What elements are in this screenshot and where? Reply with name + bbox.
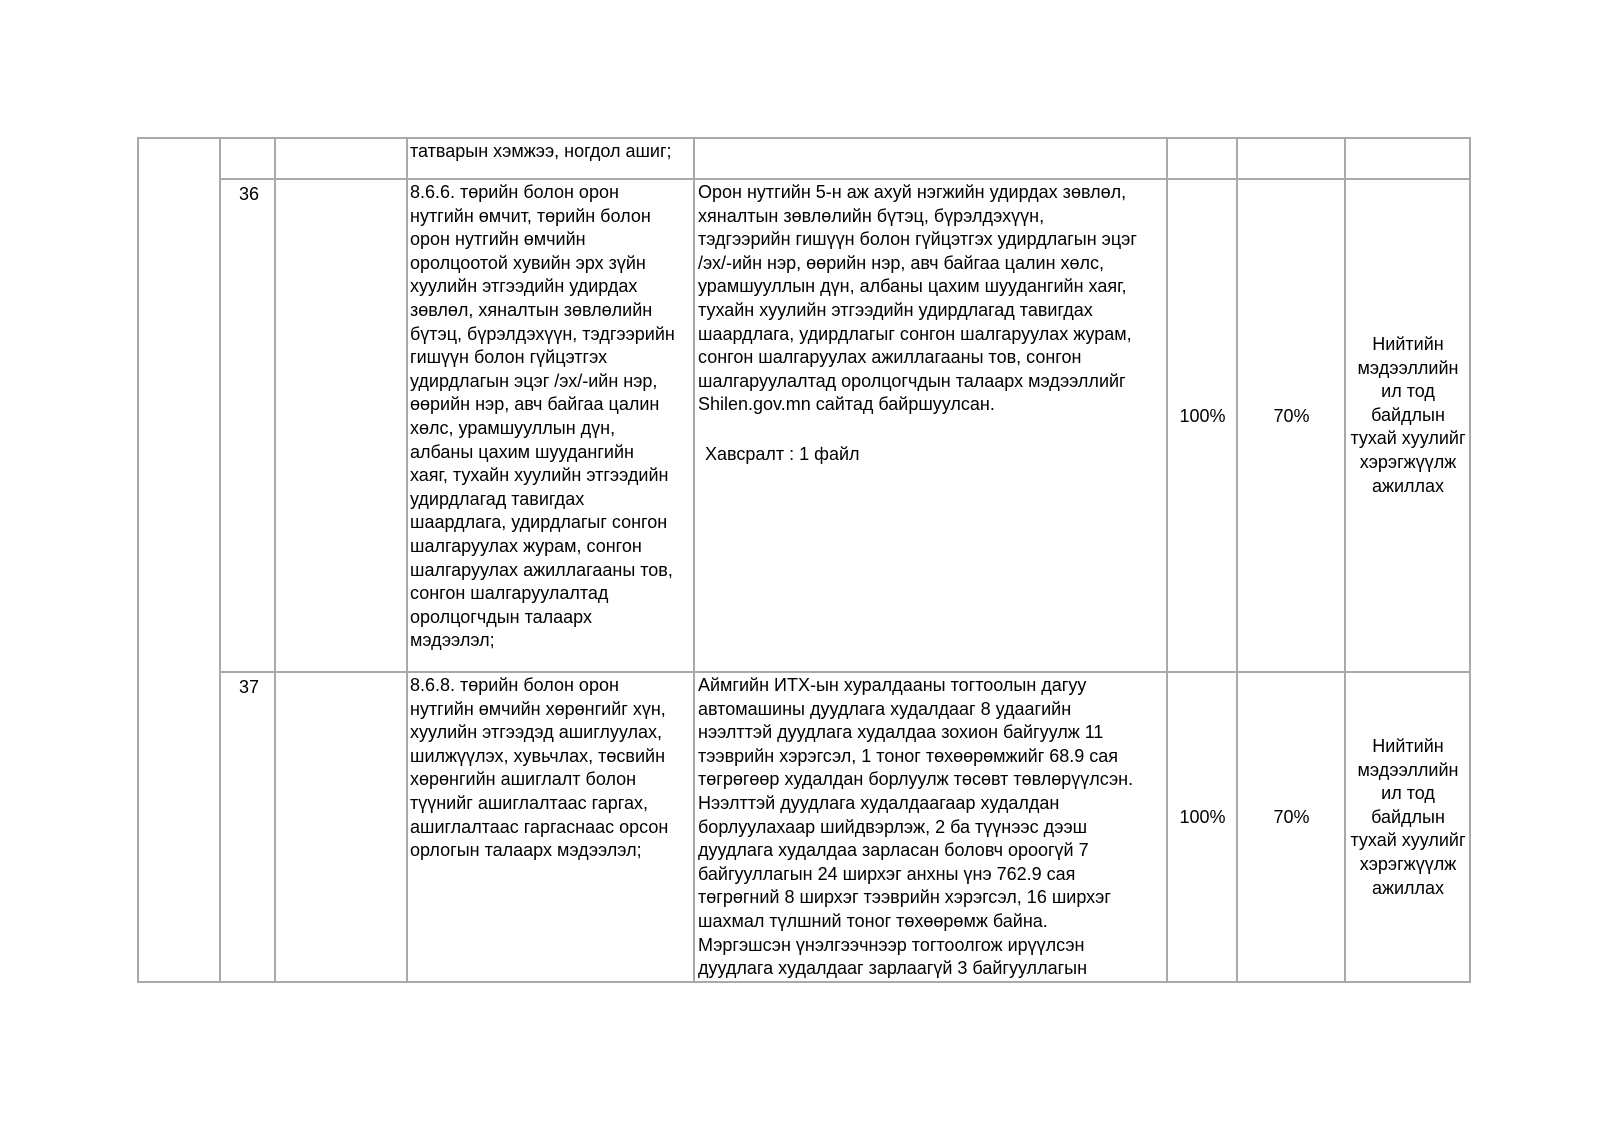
table-border-right bbox=[1469, 137, 1471, 983]
row-36-requirement: 8.6.6. төрийн болон орон нутгийн өмчит, төрийн болон орон нутгийн өмчийн оролцоотой хувийн эрх зүйн хуулийн этгээдийн удирдах зөвлөл, хяналтын зөвлөлийн бүтэц, бүрэлдэхүүн, тэдгээрийн гишүүн болон гүйцэтгэх удирдлагын эцэг /эх/-ийн нэр, өөрийн нэр, авч байгаа цалин хөлс, урамшууллын дүн, албаны цахим шуудангийн хаяг, тухайн хуулийн этгээдийн удирдлагад тавигдах шаардлага, удирдлагыг сонгон шалгаруулах журам, сонгон шалгаруулах ажиллагааны тов, сонгон шалгаруулалтад оролцогчдын талаарх мэдээлэл; bbox=[410, 182, 675, 651]
table-column-divider bbox=[693, 137, 695, 983]
row-0-requirement: татварын хэмжээ, ногдол ашиг; bbox=[410, 141, 672, 161]
table-column-divider bbox=[1344, 137, 1346, 983]
row-36-goal: Нийтийн мэдээллийн ил тод байдлын тухай хуулийг хэрэгжүүлж ажиллах bbox=[1350, 334, 1466, 496]
table-column-divider bbox=[406, 137, 408, 983]
table-border-top bbox=[137, 137, 1470, 139]
table-column-divider bbox=[274, 137, 276, 983]
row-36-number: 36 bbox=[239, 184, 260, 204]
row-37-goal: Нийтийн мэдээллийн ил тод байдлын тухай хуулийг хэрэгжүүлж ажиллах bbox=[1350, 736, 1466, 898]
table-column-divider bbox=[1166, 137, 1168, 983]
row-36-action: Орон нутгийн 5-н аж ахуй нэгжийн удирдах зөвлөл, хяналтын зөвлөлийн бүтэц, бүрэлдэхүүн, тэдгээрийн гишүүн болон гүйцэтгэх удирдлагын эцэг /эх/-ийн нэр, өөрийн нэр, авч байгаа цалин хөлс, урамшууллын дүн, албаны цахим шуудангийн хаяг, тухайн хуулийн этгээдийн удирдлагад тавигдах шаардлага, удирдлагыг сонгон шалгаруулах журам, сонгон шалгаруулах ажиллагааны тов, сонгон шалгаруулалтад оролцогчдын талаарх мэдээллийг Shilen.gov.mn сайтад байршуулсан. bbox=[698, 182, 1137, 415]
row-36-attachment: Хавсралт : 1 файл bbox=[705, 444, 860, 464]
row-37-percent-b: 70% bbox=[1273, 807, 1310, 827]
row-36-percent-b: 70% bbox=[1273, 406, 1310, 426]
table-border-bottom bbox=[137, 981, 1470, 983]
row-36-percent-a: 100% bbox=[1179, 406, 1226, 426]
row-37-action: Аймгийн ИТХ-ын хуралдааны тогтоолын дагуу автомашины дуудлага худалдааг 8 удаагийн нээлттэй дуудлага худалдаа зохион байгуулж 11 тээврийн хэрэгсэл, 1 тоног төхөөрөмжийг 68.9 сая төгрөгөөр худалдан борлуулж төсөвт төвлөрүүлсэн. Нээлттэй дуудлага худалдаагаар худалдан борлуулахаар шийдвэрлэж, 2 ба түүнээс дээш дуудлага худалдаа зарласан боловч ороогүй 7 байгууллагын 24 ширхэг анхны үнэ 762.9 сая төгрөгний 8 ширхэг тээврийн хэрэгсэл, 16 ширхэг шахмал түлшний тоног төхөөрөмж байна. Мэргэшсэн үнэлгээчнээр тогтоолгож ирүүлсэн дуудлага худалдааг зарлаагүй 3 байгууллагын bbox=[698, 675, 1134, 979]
table-border-left bbox=[137, 137, 139, 983]
table-column-divider bbox=[219, 137, 221, 983]
table-column-divider bbox=[1236, 137, 1238, 983]
row-37-percent-a: 100% bbox=[1179, 807, 1226, 827]
row-37-requirement: 8.6.8. төрийн болон орон нутгийн өмчийн хөрөнгийг хүн, хуулийн этгээдэд ашиглуулах, шилжүүлэх, хувьчлах, төсвийн хөрөнгийн ашиглалт болон түүнийг ашиглалтаас гаргах, ашиглалтаас гаргаснаас орсон орлогын талаарх мэдээлэл; bbox=[410, 675, 669, 861]
row-37-number: 37 bbox=[239, 677, 260, 697]
